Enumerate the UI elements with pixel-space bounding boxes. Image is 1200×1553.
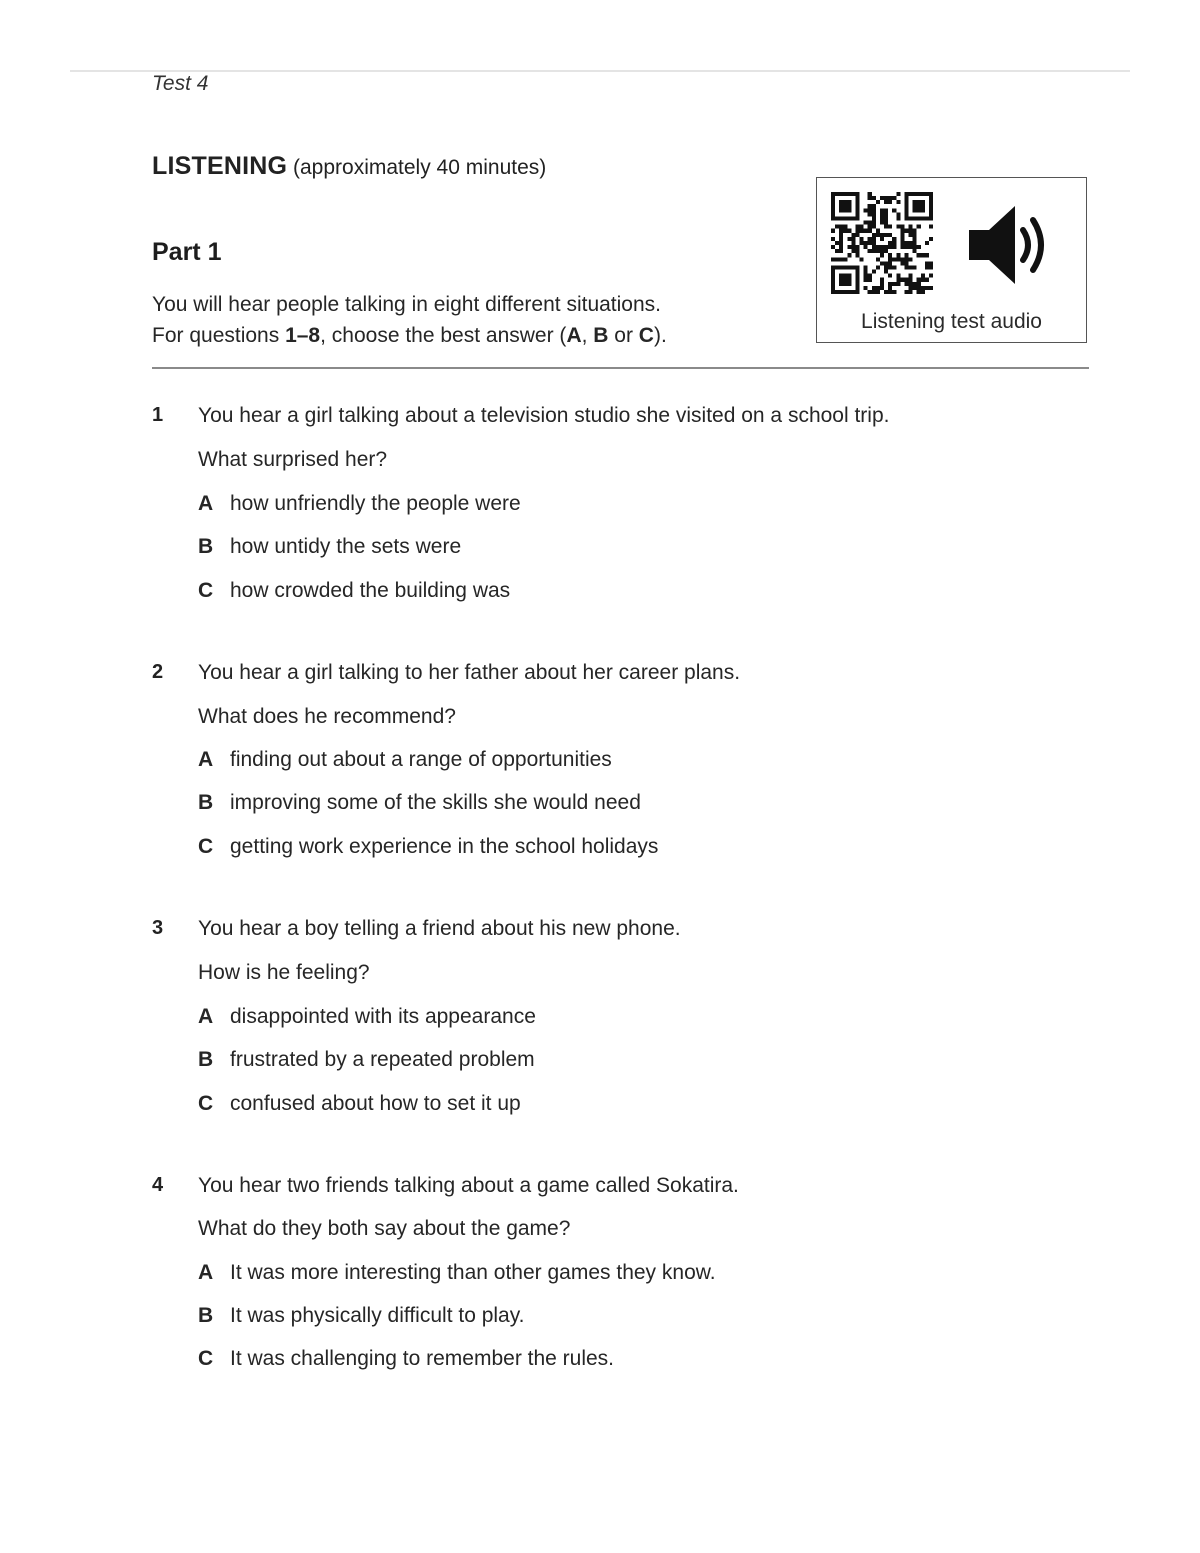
option-letter: B [198, 535, 214, 558]
question-prompt: What surprised her? [198, 448, 388, 471]
question-text: You hear a boy telling a friend about his new phone. [198, 917, 681, 940]
question-text: You hear two friends talking about a game called Sokatira. [198, 1174, 739, 1197]
instruction-line-2: For questions 1–8, choose the best answer (A, B or C). [152, 324, 667, 347]
question-number: 1 [152, 404, 164, 426]
option-text: frustrated by a repeated problem [230, 1048, 535, 1071]
option-c[interactable] [198, 835, 658, 859]
option-a[interactable] [198, 1005, 536, 1029]
question-prompt: What do they both say about the game? [198, 1217, 571, 1240]
option-letter: A [198, 492, 214, 515]
option-letter: A [198, 1261, 214, 1284]
option-letter: B [198, 1048, 214, 1071]
option-text: disappointed with its appearance [230, 1005, 536, 1028]
option-c[interactable] [198, 579, 510, 603]
question-number: 2 [152, 661, 164, 683]
option-letter: B [198, 1304, 214, 1327]
option-a[interactable] [198, 748, 612, 772]
option-text: how crowded the building was [230, 579, 511, 602]
audio-caption: Listening test audio [861, 310, 1042, 333]
option-text: improving some of the skills she would need [230, 791, 641, 814]
option-text: It was more interesting than other games they know. [230, 1261, 716, 1284]
option-b[interactable] [198, 535, 461, 559]
option-text: how untidy the sets were [230, 535, 462, 558]
section-divider [152, 367, 1089, 369]
option-b[interactable] [198, 1304, 525, 1328]
option-letter: B [198, 791, 214, 814]
option-text: It was challenging to remember the rules. [230, 1347, 615, 1370]
question-text: You hear a girl talking about a television studio she visited on a school trip. [198, 404, 890, 427]
question-prompt: How is he feeling? [198, 961, 370, 984]
question-number: 4 [152, 1174, 164, 1196]
question-text: You hear a girl talking to her father about her career plans. [198, 661, 741, 684]
section-title [152, 152, 546, 181]
part-title: Part 1 [152, 238, 222, 266]
option-letter: C [198, 835, 214, 858]
option-a[interactable] [198, 1261, 716, 1285]
option-a[interactable] [198, 492, 521, 516]
listening-audio-box[interactable] [816, 177, 1087, 343]
section-title-main: LISTENING [152, 152, 288, 180]
option-text: getting work experience in the school holidays [230, 835, 659, 858]
option-b[interactable] [198, 791, 641, 815]
option-text: finding out about a range of opportunities [230, 748, 612, 771]
option-c[interactable] [198, 1347, 614, 1371]
option-text: confused about how to set it up [230, 1092, 521, 1115]
section-duration: (approximately 40 minutes) [292, 156, 547, 179]
top-rule [70, 70, 1130, 72]
running-head: Test 4 [152, 72, 209, 95]
option-letter: A [198, 1005, 214, 1028]
part-instructions [152, 289, 667, 351]
option-letter: C [198, 1347, 214, 1370]
option-b[interactable] [198, 1048, 535, 1072]
option-text: how unfriendly the people were [230, 492, 521, 515]
option-letter: A [198, 748, 214, 771]
speaker-icon[interactable] [963, 200, 1059, 290]
option-letter: C [198, 1092, 214, 1115]
qr-code-icon[interactable] [831, 192, 933, 294]
question-number: 3 [152, 917, 164, 939]
option-letter: C [198, 579, 214, 602]
option-text: It was physically difficult to play. [230, 1304, 525, 1327]
option-c[interactable] [198, 1092, 521, 1116]
question-prompt: What does he recommend? [198, 705, 456, 728]
instruction-line-1: You will hear people talking in eight different situations. [152, 293, 662, 316]
